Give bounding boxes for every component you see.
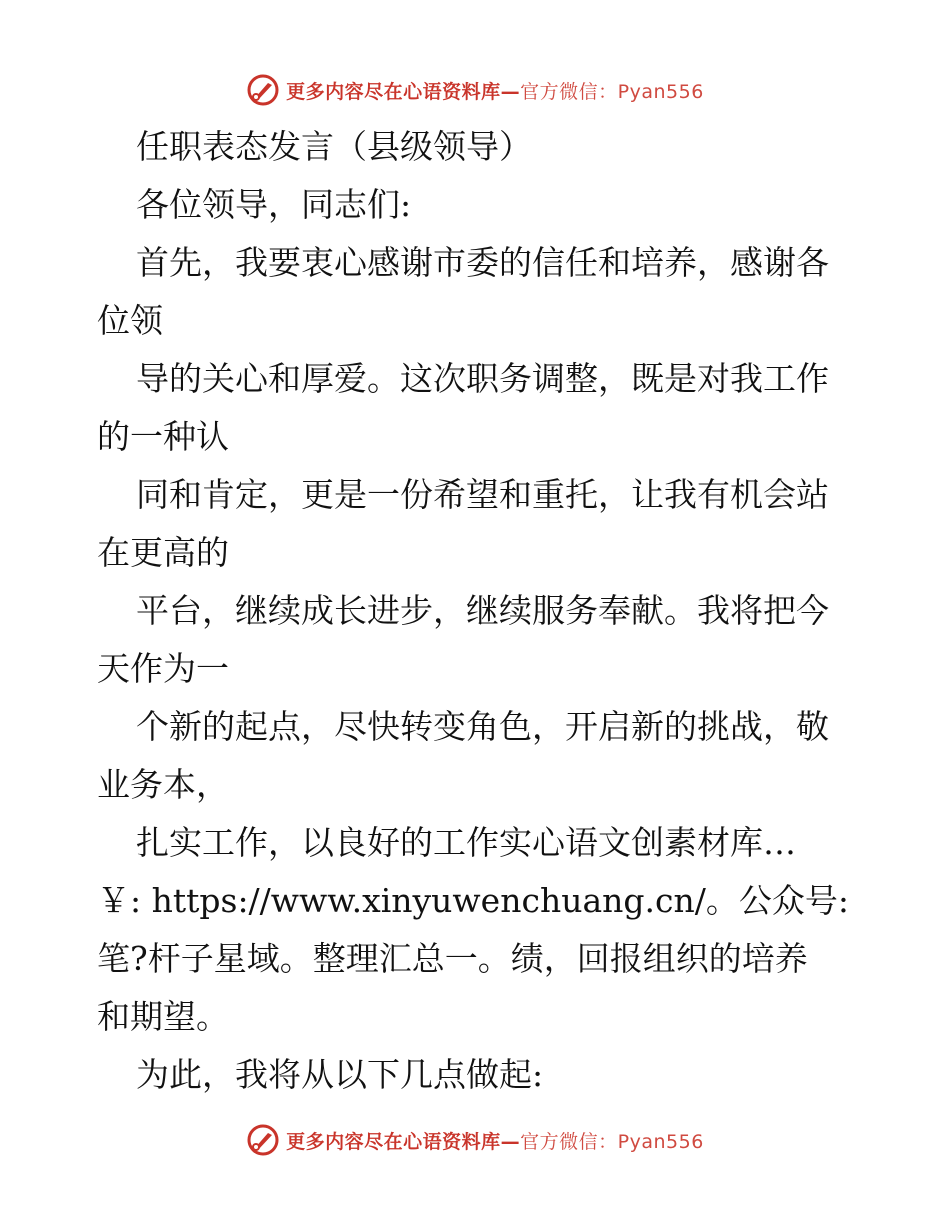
- text-line: ￥: https://www.xinyuwenchuang.cn/。公众号:: [97, 881, 849, 920]
- document-body: [97, 118, 857, 1104]
- watermark-left-text: 更多内容尽在心语资料库: [286, 1130, 501, 1153]
- text-line: 同和肯定，更是一份希望和重托，让我有机会站: [136, 475, 829, 514]
- quill-ink-icon: [246, 1123, 280, 1157]
- watermark-separator: —: [500, 80, 521, 103]
- watermark-right-text: 官方微信：Pyan556: [520, 80, 704, 103]
- quill-ink-icon: [246, 73, 280, 107]
- text-line: 各位领导，同志们:: [136, 185, 412, 224]
- text-line: 扎实工作，以良好的工作实心语文创素材库…: [136, 823, 796, 862]
- watermark-separator: —: [500, 1130, 521, 1153]
- watermark-text: [286, 1127, 704, 1154]
- text-line: 任职表态发言（县级领导）: [136, 127, 532, 166]
- watermark-left-text: 更多内容尽在心语资料库: [286, 80, 501, 103]
- text-line: 在更高的: [97, 533, 229, 572]
- text-line: 位领: [97, 301, 163, 340]
- watermark-text: [286, 77, 704, 104]
- text-line: 为此，我将从以下几点做起:: [136, 1055, 544, 1094]
- text-line: 和期望。: [97, 997, 229, 1036]
- text-line: 导的关心和厚爱。这次职务调整，既是对我工作: [136, 359, 829, 398]
- text-line: 的一种认: [97, 417, 229, 456]
- text-line: 天作为一: [97, 649, 229, 688]
- header-watermark: [0, 70, 950, 110]
- footer-watermark: [0, 1120, 950, 1160]
- text-line: 首先，我要衷心感谢市委的信任和培养，感谢各: [136, 243, 829, 282]
- text-line: 平台，继续成长进步，继续服务奉献。我将把今: [136, 591, 829, 630]
- watermark-right-text: 官方微信：Pyan556: [520, 1130, 704, 1153]
- text-line: 笔?杆子星域。整理汇总一。绩，回报组织的培养: [97, 939, 808, 978]
- text-line: 个新的起点，尽快转变角色，开启新的挑战，敬: [136, 707, 829, 746]
- text-line: 业务本，: [97, 765, 229, 804]
